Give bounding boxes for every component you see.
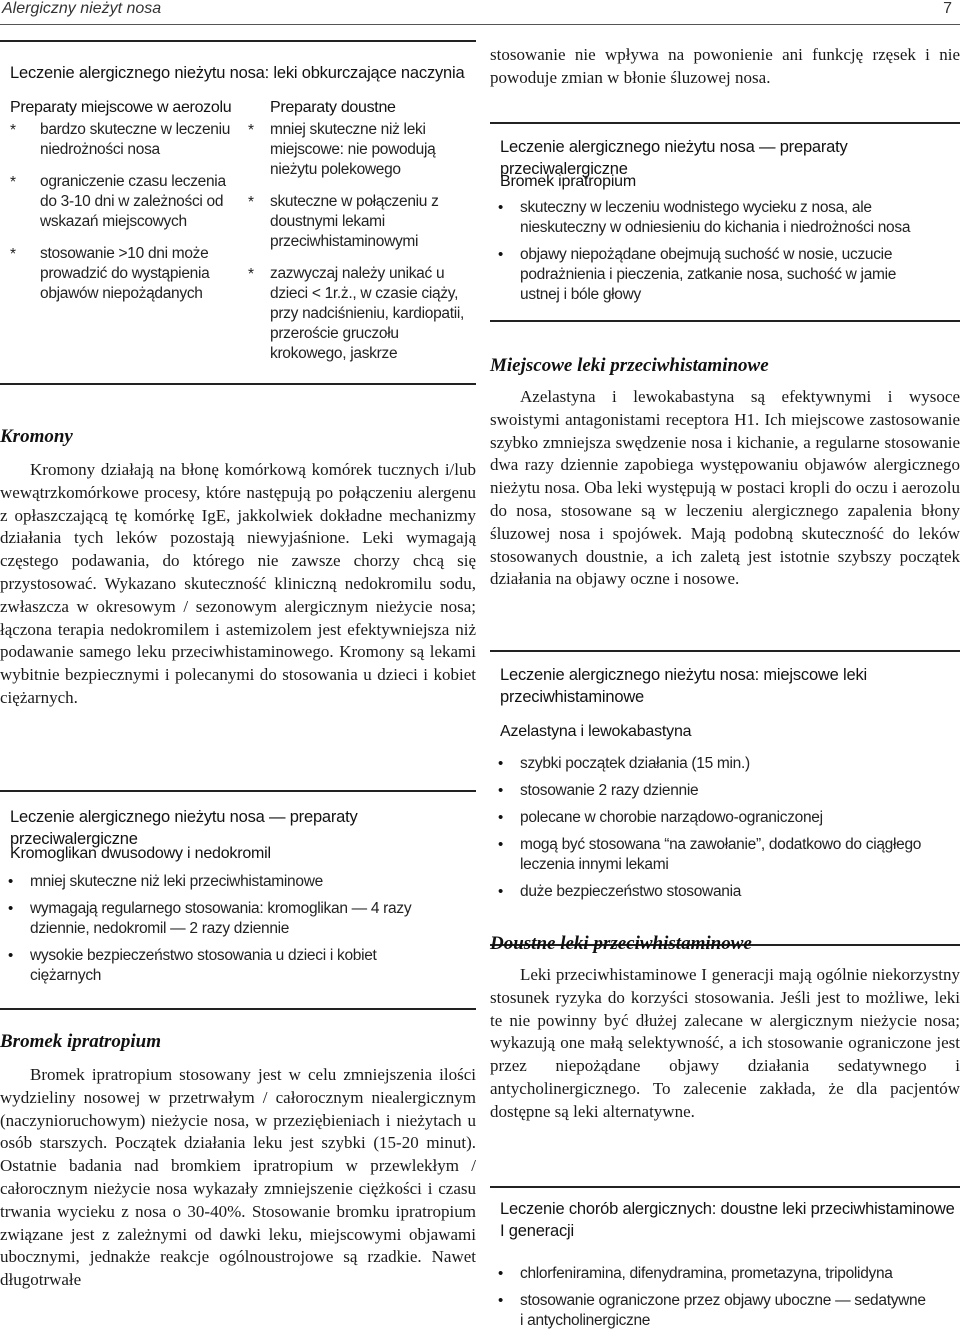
list-item: • stosowanie 2 razy dziennie xyxy=(490,781,930,801)
list-item: • chlorfeniramina, difenydramina, prometazyna, tripolidyna xyxy=(490,1264,930,1284)
topical-item xyxy=(10,172,240,232)
kromony-paragraph: Kromony działają na błonę komórkową komórek tucznych i/lub wewątrzkomórkowe procesy, które następują po połączeniu alergenu z opłaszczającą tę komórkę IgE, jakkolwiek dokładne mechanizmy działania tych leków pozostają niewyjaśnione. Leki wymagają częstego podawania, do którego nie zawsze chorzy chcą się przystosować. Wykazano skuteczność kliniczną nedokromilu sodu, zwłaszcza w okresowym / sezonowym alergicznym nieżycie nosa; łączona terapia nedokromilem i astemizolem jest efektywniejsza niż podawanie samego leku przeciwhistaminowego. Kromony są lekami wybitnie bezpiecznymi i polecanymi do stosowania u dzieci i kobiet ciężarnych. xyxy=(0,460,476,707)
topical-item-text: ograniczenie czasu leczenia do 3-10 dni w zależności od wskazań miejscowych xyxy=(40,173,226,230)
oral-item-text: skuteczne w połączeniu z doustnymi lekami przeciwhistaminowymi xyxy=(270,193,439,250)
miejscowe-section xyxy=(490,354,960,591)
azelastyna-list xyxy=(490,754,930,909)
topical-item xyxy=(10,244,240,304)
running-title: Alergiczny nieżyt nosa xyxy=(2,0,162,17)
doustne-paragraph: Leki przeciwhistaminowe I generacji mają ogólnie niekorzystny stosunek ryzyka do korzyści stosowania. Jeśli jest to możliwe, leki te nie powinny być dłużej zalecane w alergicznym nieżycie nosa; wykazują one małą selektywność, a ich stosowanie ograniczone jest przez niepożądane objawy działania sedatywnego i antycholinergicznego. To zalecenie zakłada, że dla pacjentów dostępne są leki alternatywne. xyxy=(490,965,960,1121)
kromony-heading: Kromony xyxy=(0,426,73,447)
list-item: • polecane w chorobie narządowo-ograniczonej xyxy=(490,808,930,828)
asterisk-marker: * xyxy=(10,174,16,191)
ipratropium-box-title: Leczenie alergicznego nieżytu nosa — preparaty przeciwalergiczne xyxy=(500,138,848,178)
asterisk-marker: * xyxy=(248,266,254,283)
asterisk-marker: * xyxy=(10,122,16,139)
kromoglikan-box-title: Leczenie alergicznego nieżytu nosa — preparaty przeciwalergiczne xyxy=(10,808,358,848)
kromoglikan-list xyxy=(0,872,440,993)
azelastyna-box-title: Leczenie alergicznego nieżytu nosa: miejscowe leki przeciwhistaminowe xyxy=(500,666,867,706)
topical-column xyxy=(10,98,240,316)
bromek-section xyxy=(0,1030,476,1292)
doustne-box-title: Leczenie chorób alergicznych: doustne leki przeciwhistaminowe I generacji xyxy=(500,1200,955,1240)
page-number: 7 xyxy=(943,0,952,17)
continued-paragraph: stosowanie nie wpływa na powonienie ani funkcję rzęsek i nie powoduje zmian w błonie śluzowej nosa. xyxy=(490,45,960,87)
azelastyna-box xyxy=(490,650,960,946)
oral-item-text: zazwyczaj należy unikać u dzieci < 1r.ż., w czasie ciąży, przy nadciśnieniu, kardiopatii, przeroście gruczołu krokowego, jaskrze xyxy=(270,265,465,362)
list-item: • skuteczny w leczeniu wodnistego wycieku z nosa, ale nieskuteczny w odniesieniu do kichania i niedrożności nosa xyxy=(490,198,930,238)
azelastyna-box-subtitle: Azelastyna i lewokabastyna xyxy=(500,723,692,740)
topical-column-heading: Preparaty miejscowe w aerozolu xyxy=(10,99,232,116)
list-item: • wysokie bezpieczeństwo stosowania u dzieci i kobiet ciężarnych xyxy=(0,946,440,986)
topical-item-text: bardzo skuteczne w leczeniu niedrożności nosa xyxy=(40,121,231,158)
miejscowe-heading: Miejscowe leki przeciwhistaminowe xyxy=(490,355,769,376)
miejscowe-paragraph: Azelastyna i lewokabastyna są efektywnymi i wysoce swoistymi antagonistami receptora H1. Ich miejscowe zastosowanie szybko zmniejsza swędzenie nosa i kichanie, a regularne stosowanie dwa razy dziennie zapobiega występowaniu objawów alergicznego nieżytu nosa. Oba leki występują w postaci kropli do oczu i aerozolu do nosa, stosowane są w leczeniu alergicznego zapalenia błony śluzowej nosa i spojówek. Mają podobną skuteczność do leków stosowanych doustnie, a ich zaletą jest istotnie szybszy początek działania na objawy oczne i nosowe. xyxy=(490,387,960,589)
oral-item-text: mniej skuteczne niż leki miejscowe: nie powodują nieżytu polekowego xyxy=(270,121,436,178)
list-item: • stosowanie ograniczone przez objawy uboczne — sedatywne i antycholinergiczne xyxy=(490,1291,930,1331)
doustne-box xyxy=(490,1186,960,1332)
list-item: • wymagają regularnego stosowania: kromoglikan — 4 razy dziennie, nedokromil — 2 razy dziennie xyxy=(0,899,440,939)
topical-item-text: stosowanie >10 dni może prowadzić do wystąpienia objawów niepożądanych xyxy=(40,245,210,302)
decongestants-box xyxy=(0,40,476,385)
list-item: • duże bezpieczeństwo stosowania xyxy=(490,882,930,902)
bromek-heading: Bromek ipratropium xyxy=(0,1031,161,1052)
running-header xyxy=(0,0,960,24)
asterisk-marker: * xyxy=(248,122,254,139)
doustne-list xyxy=(490,1264,930,1332)
asterisk-marker: * xyxy=(10,246,16,263)
ipratropium-box xyxy=(490,122,960,322)
kromony-section xyxy=(0,425,476,710)
list-item: • objawy niepożądane obejmują suchość w nosie, uczucie podrażnienia i pieczenia, zatkanie nosa, suchość w jamie ustnej i bóle głowy xyxy=(490,245,930,305)
list-item: • mniej skuteczne niż leki przeciwhistaminowe xyxy=(0,872,440,892)
header-rule xyxy=(0,24,960,25)
list-item: • mogą być stosowana “na zawołanie”, dodatkowo do ciągłego leczenia innymi lekami xyxy=(490,835,930,875)
topical-item xyxy=(10,120,240,160)
ipratropium-list xyxy=(490,198,930,312)
oral-item xyxy=(248,120,476,180)
ipratropium-box-subtitle: Bromek ipratropium xyxy=(500,173,637,190)
oral-column-heading: Preparaty doustne xyxy=(270,99,396,116)
oral-item xyxy=(248,192,476,252)
oral-item xyxy=(248,264,476,364)
doustne-section xyxy=(490,932,960,1124)
bromek-paragraph: Bromek ipratropium stosowany jest w celu zmniejszenia ilości wydzieliny nosowej w przetrwałym / całorocznym niealergicznym (naczynioruchowym) nieżycie nosa, w przeziębieniach i nieżytach u osób starszych. Początek działania leku jest szybki (15-20 minut). Ostatnie badania nad bromkiem ipratropium w przewlekłym / całorocznym nieżycie nosa wykazały zmniejszenie ciężkości i czasu trwania wycieku z nosa o 30-40%. Stosowanie bromku ipratropium związane jest z zależnymi od dawki leku, miejscowymi objawami ubocznymi, jednakże reakcje ogólnoustrojowe są rzadkie. Nawet długotrwałe xyxy=(0,1065,476,1290)
list-item: • szybki początek działania (15 min.) xyxy=(490,754,930,774)
decongestants-box-title: Leczenie alergicznego nieżytu nosa: leki obkurczające naczynia xyxy=(10,64,465,82)
doustne-heading: Doustne leki przeciwhistaminowe xyxy=(490,933,752,954)
oral-column xyxy=(248,98,476,376)
kromoglikan-box-subtitle: Kromoglikan dwusodowy i nedokromil xyxy=(10,845,271,862)
kromoglikan-box xyxy=(0,790,476,1010)
asterisk-marker: * xyxy=(248,194,254,211)
